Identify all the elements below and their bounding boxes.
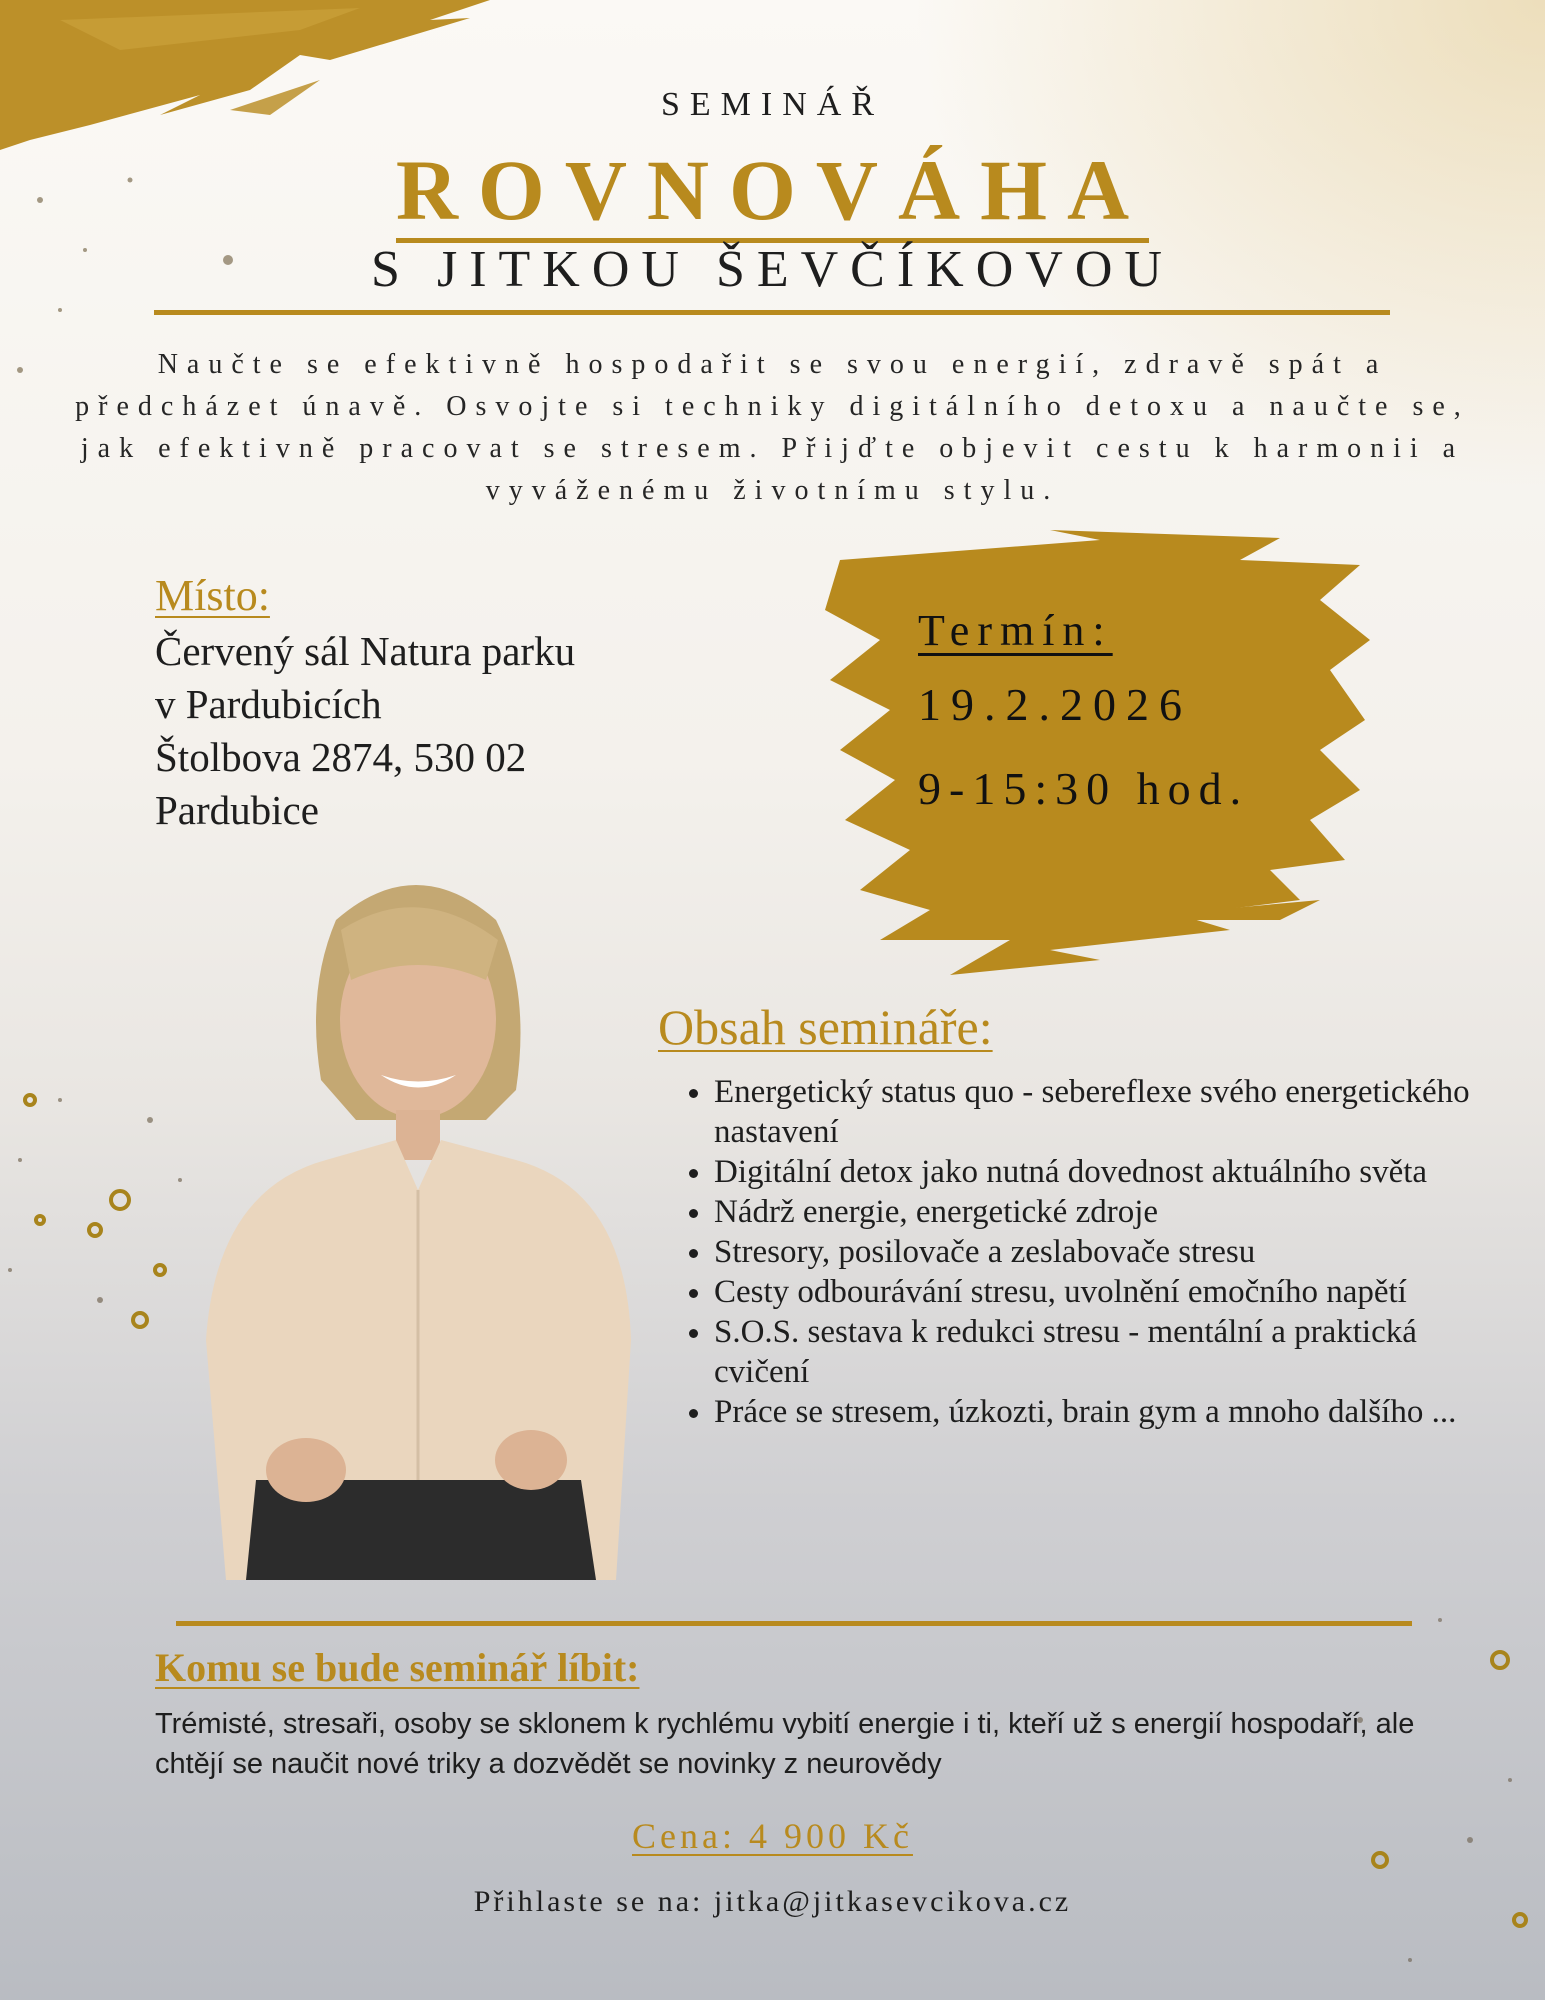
list-item: • S.O.S. sestava k redukci stresu - mentální a praktická cvičení — [714, 1312, 1514, 1392]
presenter-photo — [186, 860, 646, 1580]
audience-label: Komu se bude seminář líbit: — [155, 1645, 640, 1690]
seminar-kicker: SEMINÁŘ — [660, 86, 885, 123]
brush-stroke-top-left — [0, 0, 560, 150]
list-item: • Nádrž energie, energetické zdroje — [714, 1192, 1514, 1232]
audience-text: Trémisté, stresaři, osoby se sklonem k rychlému vybití energie i ti, kteří už s energií hospodaří, ale chtějí se naučit nové triky a dozvědět se novinky z neurovědy — [155, 1708, 1415, 1780]
title-text: ROVNOVÁHA — [396, 142, 1149, 243]
registration-contact: Přihlaste se na: jitka@jitkasevcikova.cz — [473, 1885, 1072, 1918]
price: Cena: 4 900 Kč — [632, 1816, 913, 1856]
venue-line: Štolbova 2874, 530 02 — [155, 734, 527, 780]
venue-address — [155, 625, 575, 837]
venue-label: Místo: — [155, 571, 270, 620]
section-divider — [176, 1621, 1412, 1626]
page-subtitle: S JITKOU ŠEVČÍKOVOU — [371, 241, 1174, 298]
brush-stroke-termin — [800, 520, 1380, 980]
intro-paragraph: Naučte se efektivně hospodařit se svou energií, zdravě spát a předcházet únavě. Osvojte si techniky digitálního detoxu a naučte se, jak efektivně pracovat se stresem. Přijďte objevit cestu k harmonii a vyváženému životnímu stylu. — [75, 349, 1470, 506]
venue-line: Červený sál Natura parku — [155, 628, 576, 674]
event-time: 9-15:30 hod. — [918, 763, 1250, 814]
page-title — [0, 140, 1545, 243]
list-item: • Stresory, posilovače a zeslabovače stresu — [714, 1232, 1514, 1272]
date-label: Termín: — [918, 606, 1113, 655]
content-list — [688, 1072, 1514, 1432]
list-item: • Práce se stresem, úzkozti, brain gym a mnoho dalšího ... — [714, 1392, 1514, 1432]
title-divider — [154, 310, 1390, 315]
list-item: • Digitální detox jako nutná dovednost aktuálního světa — [714, 1152, 1514, 1192]
venue-line: v Pardubicích — [155, 681, 382, 727]
venue-line: Pardubice — [155, 787, 319, 833]
event-date: 19.2.2026 — [918, 679, 1192, 730]
content-label: Obsah semináře: — [658, 999, 993, 1055]
list-item: • Cesty odbourávání stresu, uvolnění emočního napětí — [714, 1272, 1514, 1312]
list-item: • Energetický status quo - sebereflexe svého energetického nastavení — [714, 1072, 1514, 1152]
